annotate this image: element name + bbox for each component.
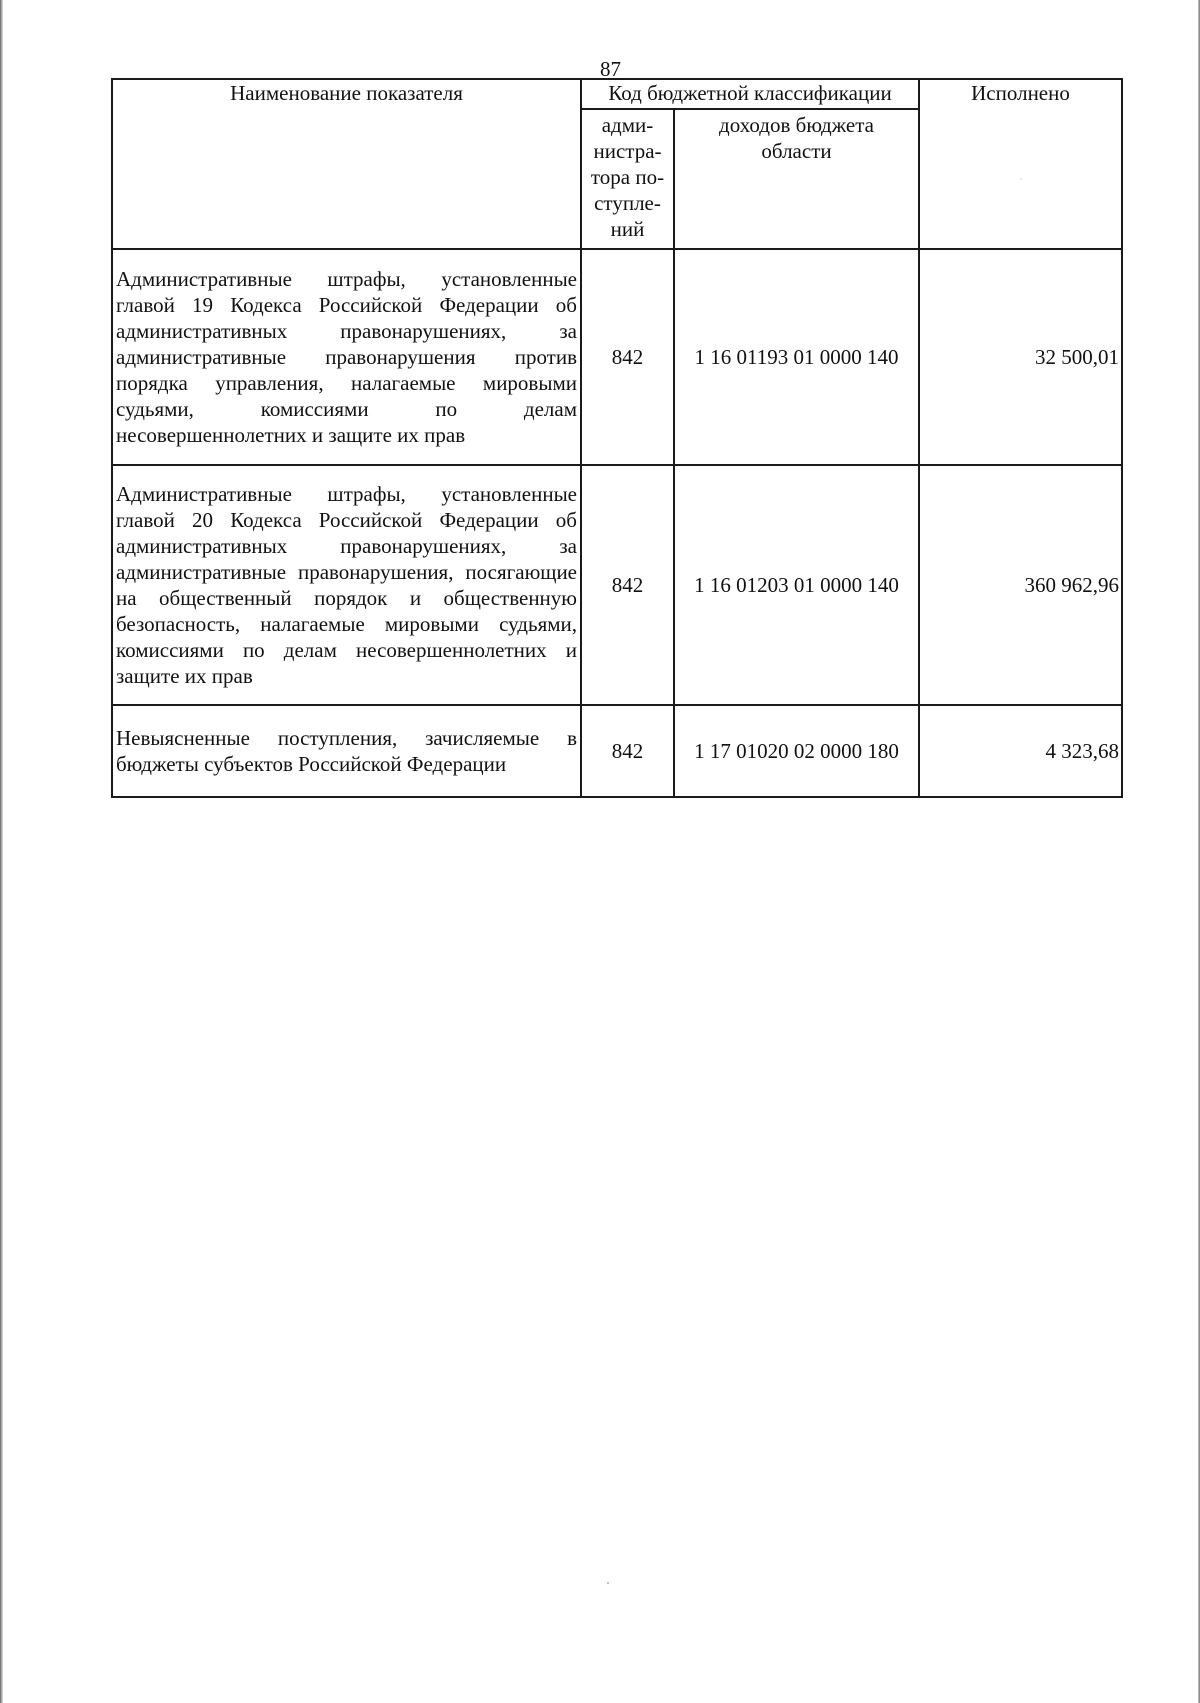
table-row xyxy=(112,465,1122,705)
table-row xyxy=(112,249,1122,465)
scan-speck xyxy=(607,1582,609,1584)
header-income-code: доходов бюджета области xyxy=(719,113,874,163)
row-amount-cell xyxy=(919,249,1122,465)
row-name-cell xyxy=(112,705,581,797)
scan-speck xyxy=(1020,178,1022,180)
row-amount-cell xyxy=(919,465,1122,705)
header-executed-cell xyxy=(919,79,1122,249)
row-amount: 360 962,96 xyxy=(1024,573,1120,597)
row-code-cell xyxy=(674,465,919,705)
row-code-cell xyxy=(674,705,919,797)
row-code: 1 16 01193 01 0000 140 xyxy=(694,345,899,369)
header-name-cell xyxy=(112,79,581,249)
row-name-cell xyxy=(112,465,581,705)
header-income-code-cell xyxy=(674,109,919,249)
row-amount: 4 323,68 xyxy=(1045,739,1120,763)
table-row xyxy=(112,705,1122,797)
row-name: Административные штрафы, установленные главой 19 Кодекса Российской Федерации об административных правонарушениях, за административные правонарушения против порядка управления, налагаемые мировыми судьями, комиссиями по делам несовершеннолетних и защите их прав xyxy=(116,267,577,447)
row-code-cell xyxy=(674,249,919,465)
header-name: Наименование показателя xyxy=(230,81,463,105)
row-code: 1 17 01020 02 0000 180 xyxy=(694,739,899,763)
header-code-group: Код бюджетной классификации xyxy=(608,81,892,105)
budget-classification-table xyxy=(111,78,1123,798)
row-name: Административные штрафы, установленные главой 20 Кодекса Российской Федерации об административных правонарушениях, за административные правонарушения, посягающие на общественный порядок и общественную безопасность, налагаемые мировыми судьями, комиссиями по делам несовершеннолетних и защите их прав xyxy=(116,482,577,688)
row-amount: 32 500,01 xyxy=(1035,345,1120,369)
row-admin-cell xyxy=(581,705,674,797)
row-name-cell xyxy=(112,249,581,465)
table-header-row xyxy=(112,79,1122,109)
row-admin-cell xyxy=(581,465,674,705)
row-code: 1 16 01203 01 0000 140 xyxy=(694,573,899,597)
header-admin-code-cell xyxy=(581,109,674,249)
scan-edge-left xyxy=(0,0,3,1703)
page-number: 87 xyxy=(600,57,621,81)
row-admin: 842 xyxy=(611,739,644,763)
header-admin-code: адми- нистра- тора по- ступле- ний xyxy=(590,113,665,241)
row-admin: 842 xyxy=(611,345,644,369)
row-amount-cell xyxy=(919,705,1122,797)
row-admin: 842 xyxy=(611,573,644,597)
row-admin-cell xyxy=(581,249,674,465)
header-executed: Исполнено xyxy=(971,81,1070,105)
header-code-group-cell xyxy=(581,79,919,109)
row-name: Невыясненные поступления, зачисляемые в бюджеты субъектов Российской Федерации xyxy=(116,726,577,776)
